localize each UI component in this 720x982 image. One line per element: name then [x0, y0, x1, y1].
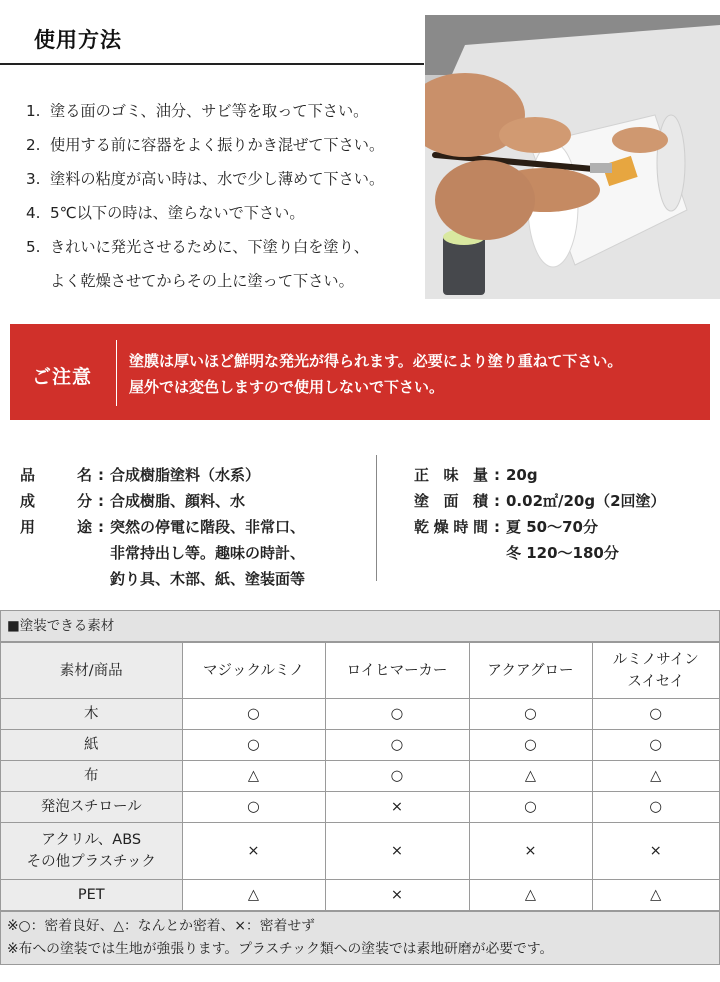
caution-text [129, 348, 622, 400]
material-name-cell: 布 [1, 761, 182, 792]
spec-label [20, 488, 92, 514]
spec-label-char: 途 [76, 518, 92, 536]
spec-value: 合成樹脂、顔料、水 [110, 492, 246, 510]
spec-value-continuation: 非常持出し等。趣味の時計、 [110, 544, 306, 562]
spec-value: 合成樹脂塗料（水系） [110, 466, 261, 484]
step-number: 4. [26, 204, 41, 222]
caution-box [10, 324, 710, 420]
usage-step [26, 196, 426, 230]
spec-colon: : [98, 466, 104, 484]
spec-value-continuation: 冬 120～180分 [506, 544, 619, 562]
spec-label-char: 乾 [414, 518, 430, 536]
usage-title: 使用方法 [34, 28, 122, 52]
step-number: 5. [26, 238, 41, 256]
compatibility-cell: × [325, 823, 469, 880]
compatibility-cell: △ [592, 880, 719, 911]
compatibility-cell: ○ [592, 730, 719, 761]
compatibility-cell: △ [182, 761, 325, 792]
compatibility-cell: ○ [182, 730, 325, 761]
step-number: 2. [26, 136, 41, 154]
spec-colon: : [98, 518, 104, 536]
usage-step [26, 94, 426, 128]
spec-row [414, 462, 666, 488]
spec-label-char: 燥 [433, 518, 449, 536]
product-specs-left [20, 462, 305, 592]
materials-table [1, 642, 719, 911]
step-text: 塗料の粘度が高い時は、水で少し薄めて下さい。 [50, 170, 385, 188]
column-header: アクアグロー [469, 643, 592, 699]
legend-note: ※布への塗装では生地が強張ります。プラスチック類への塗装では素地研磨が必要です。 [7, 941, 554, 957]
spec-colon: : [98, 492, 104, 510]
compatibility-cell: ○ [182, 792, 325, 823]
compatibility-cell: × [182, 823, 325, 880]
spec-value-continuation: 釣り具、木部、紙、塗装面等 [110, 570, 306, 588]
spec-row [414, 488, 666, 514]
spec-label-char: 名 [76, 466, 92, 484]
spec-colon: : [494, 492, 500, 510]
spec-label-char: 時 [453, 518, 469, 536]
usage-step [26, 230, 426, 264]
spec-row [20, 462, 305, 488]
step-text: 5℃以下の時は、塗らないで下さい。 [50, 204, 305, 222]
step-number: 3. [26, 170, 41, 188]
spec-row [20, 514, 305, 540]
caution-divider [116, 340, 117, 406]
compatibility-cell: △ [592, 761, 719, 792]
spec-label [414, 514, 488, 540]
column-header: マジックルミノ [182, 643, 325, 699]
table-row [1, 823, 719, 880]
materials-table-title: ■塗装できる素材 [1, 611, 719, 642]
step-text: 塗る面のゴミ、油分、サビ等を取って下さい。 [50, 102, 369, 120]
spec-label-char: 面 [443, 492, 459, 510]
column-header: ルミノサイン スイセイ [592, 643, 719, 699]
spec-label-char: 積 [472, 492, 488, 510]
material-name-cell: 発泡スチロール [1, 792, 182, 823]
compatibility-cell: △ [469, 880, 592, 911]
compatibility-cell: △ [469, 761, 592, 792]
compatibility-cell: △ [182, 880, 325, 911]
compatibility-cell: × [325, 880, 469, 911]
compatibility-cell: × [325, 792, 469, 823]
spec-value: 20g [506, 466, 538, 484]
painting-photo [425, 15, 720, 299]
spec-label [414, 462, 488, 488]
step-number: 1. [26, 102, 41, 120]
step-text: きれいに発光させるために、下塗り白を塗り、 [50, 238, 369, 256]
caution-label: ご注意 [32, 366, 93, 388]
compatibility-cell: × [469, 823, 592, 880]
specs-divider [376, 455, 377, 581]
spec-label-char: 品 [20, 466, 36, 484]
spec-label-char: 正 [414, 466, 430, 484]
material-name-cell: PET [1, 880, 182, 911]
table-row [1, 880, 719, 911]
compatibility-cell: ○ [592, 699, 719, 730]
spec-value: 0.02㎡/20g（2回塗） [506, 492, 666, 510]
product-specs-right [414, 462, 666, 566]
spec-label-char: 味 [443, 466, 459, 484]
spec-label [20, 462, 92, 488]
compatibility-cell: × [592, 823, 719, 880]
legend-notes [1, 911, 719, 964]
table-row [1, 792, 719, 823]
compatibility-cell: ○ [469, 792, 592, 823]
spec-value: 突然の停電に階段、非常口、 [110, 518, 306, 536]
table-row [1, 699, 719, 730]
spec-row [20, 488, 305, 514]
spec-label-char: 塗 [414, 492, 430, 510]
material-name-cell: アクリル、ABS その他プラスチック [1, 823, 182, 880]
usage-steps-list [26, 94, 426, 298]
table-header-row [1, 643, 719, 699]
usage-step [26, 128, 426, 162]
spec-label [414, 488, 488, 514]
table-row [1, 730, 719, 761]
usage-step [26, 162, 426, 196]
legend-note: ※○：密着良好、△：なんとか密着、×：密着せず [7, 918, 315, 934]
spec-colon: : [494, 518, 500, 536]
spec-label-char: 分 [76, 492, 92, 510]
spec-label-char: 量 [472, 466, 488, 484]
compatibility-cell: ○ [325, 761, 469, 792]
material-name-cell: 紙 [1, 730, 182, 761]
step-text: 使用する前に容器をよく振りかき混ぜて下さい。 [50, 136, 385, 154]
caution-line: 塗膜は厚いほど鮮明な発光が得られます。必要により塗り重ねて下さい。 [129, 352, 623, 370]
compatibility-cell: ○ [469, 730, 592, 761]
title-underline [0, 63, 424, 65]
spec-row [414, 514, 666, 540]
column-header: ロイヒマーカー [325, 643, 469, 699]
spec-label [20, 514, 92, 540]
spec-colon: : [494, 466, 500, 484]
spec-label-char: 間 [472, 518, 488, 536]
spec-value: 夏 50～70分 [506, 518, 598, 536]
spec-label-char: 用 [20, 518, 36, 536]
usage-step-continuation: よく乾燥させてからその上に塗って下さい。 [50, 272, 354, 290]
column-header: 素材/商品 [1, 643, 182, 699]
compatibility-cell: ○ [325, 699, 469, 730]
table-row [1, 761, 719, 792]
compatibility-cell: ○ [592, 792, 719, 823]
compatibility-cell: ○ [469, 699, 592, 730]
caution-line: 屋外では変色しますので使用しないで下さい。 [129, 378, 445, 396]
compatibility-cell: ○ [182, 699, 325, 730]
compatibility-cell: ○ [325, 730, 469, 761]
spec-label-char: 成 [20, 492, 36, 510]
materials-table-box [0, 610, 720, 965]
material-name-cell: 木 [1, 699, 182, 730]
